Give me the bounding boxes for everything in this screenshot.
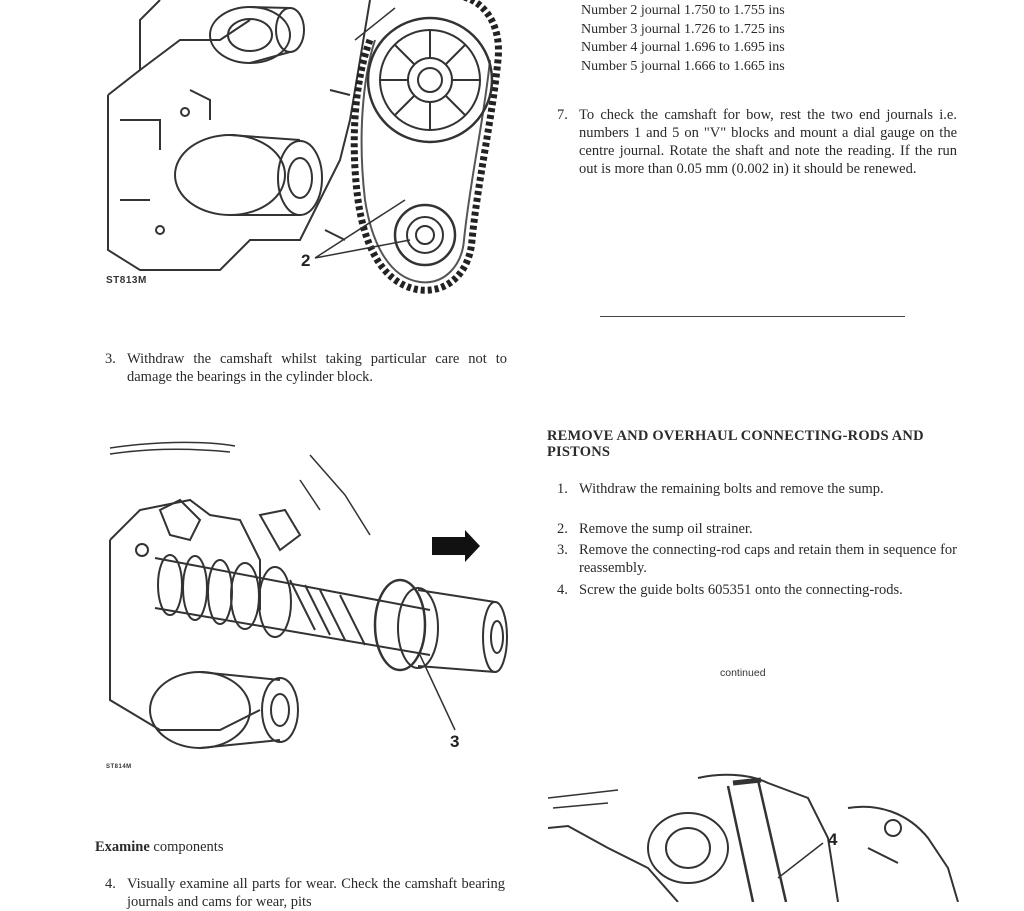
section-item bbox=[557, 581, 957, 599]
examine-heading-rest: components bbox=[149, 839, 224, 855]
step-number: 3. bbox=[105, 351, 116, 367]
journal-line: Number 4 journal 1.696 to 1.695 ins bbox=[581, 40, 785, 55]
step-number: 7. bbox=[557, 107, 568, 123]
section-item bbox=[557, 480, 957, 498]
item-number: 4. bbox=[557, 582, 568, 598]
section-item bbox=[557, 541, 957, 577]
figure-camshaft-withdrawal bbox=[100, 440, 520, 775]
journal-line: Number 3 journal 1.726 to 1.725 ins bbox=[581, 21, 785, 37]
connecting-rod-illustration bbox=[548, 768, 968, 902]
step-text: Withdraw the camshaft whilst taking particular care not to damage the bearings in the cylinder block. bbox=[127, 351, 507, 385]
examine-heading-bold: Examine bbox=[95, 839, 150, 855]
section-heading: REMOVE AND OVERHAUL CONNECTING-RODS AND PISTONS bbox=[547, 428, 924, 460]
item-number: 3. bbox=[557, 542, 568, 558]
item-number: 2. bbox=[557, 521, 568, 537]
item-text: Remove the sump oil strainer. bbox=[579, 521, 753, 537]
camshaft-illustration bbox=[100, 440, 520, 775]
figure-connecting-rod bbox=[548, 768, 968, 902]
step-3-withdraw bbox=[105, 350, 507, 386]
section-item bbox=[557, 520, 957, 538]
item-text: Withdraw the remaining bolts and remove the sump. bbox=[579, 481, 884, 497]
journal-line: Number 5 journal 1.666 to 1.665 ins bbox=[581, 58, 785, 74]
step-text: Visually examine all parts for wear. Check the camshaft bearing journals and cams for wear, pits bbox=[127, 876, 505, 910]
journal-line: Number 2 journal 1.750 to 1.755 ins bbox=[581, 3, 785, 18]
figure-callout-label: 2 bbox=[301, 251, 311, 270]
section-divider bbox=[600, 316, 905, 317]
step-4-examine bbox=[105, 875, 505, 911]
figure-code: ST813M bbox=[106, 275, 147, 286]
step-7 bbox=[557, 106, 957, 178]
direction-arrow-icon bbox=[432, 530, 480, 562]
figure-callout-label: 4 bbox=[828, 830, 838, 849]
journal-list bbox=[581, 2, 881, 76]
item-text: Screw the guide bolts 605351 onto the connecting-rods. bbox=[579, 582, 903, 598]
figure-code: ST814M bbox=[106, 764, 132, 770]
figure-callout-label: 3 bbox=[450, 732, 460, 751]
step-number: 4. bbox=[105, 876, 116, 892]
examine-heading bbox=[95, 838, 223, 856]
step-text: To check the camshaft for bow, rest the two end journals i.e. numbers 1 and 5 on "V" blocks and mount a dial gauge on the centre journal. Rotate the shaft and note the reading. If the run out is more than 0.05 mm (0.002 in) it should be renewed. bbox=[579, 107, 957, 177]
item-text: Remove the connecting-rod caps and retain them in sequence for reassembly. bbox=[579, 542, 957, 576]
item-number: 1. bbox=[557, 481, 568, 497]
continued-note: continued bbox=[720, 667, 766, 679]
